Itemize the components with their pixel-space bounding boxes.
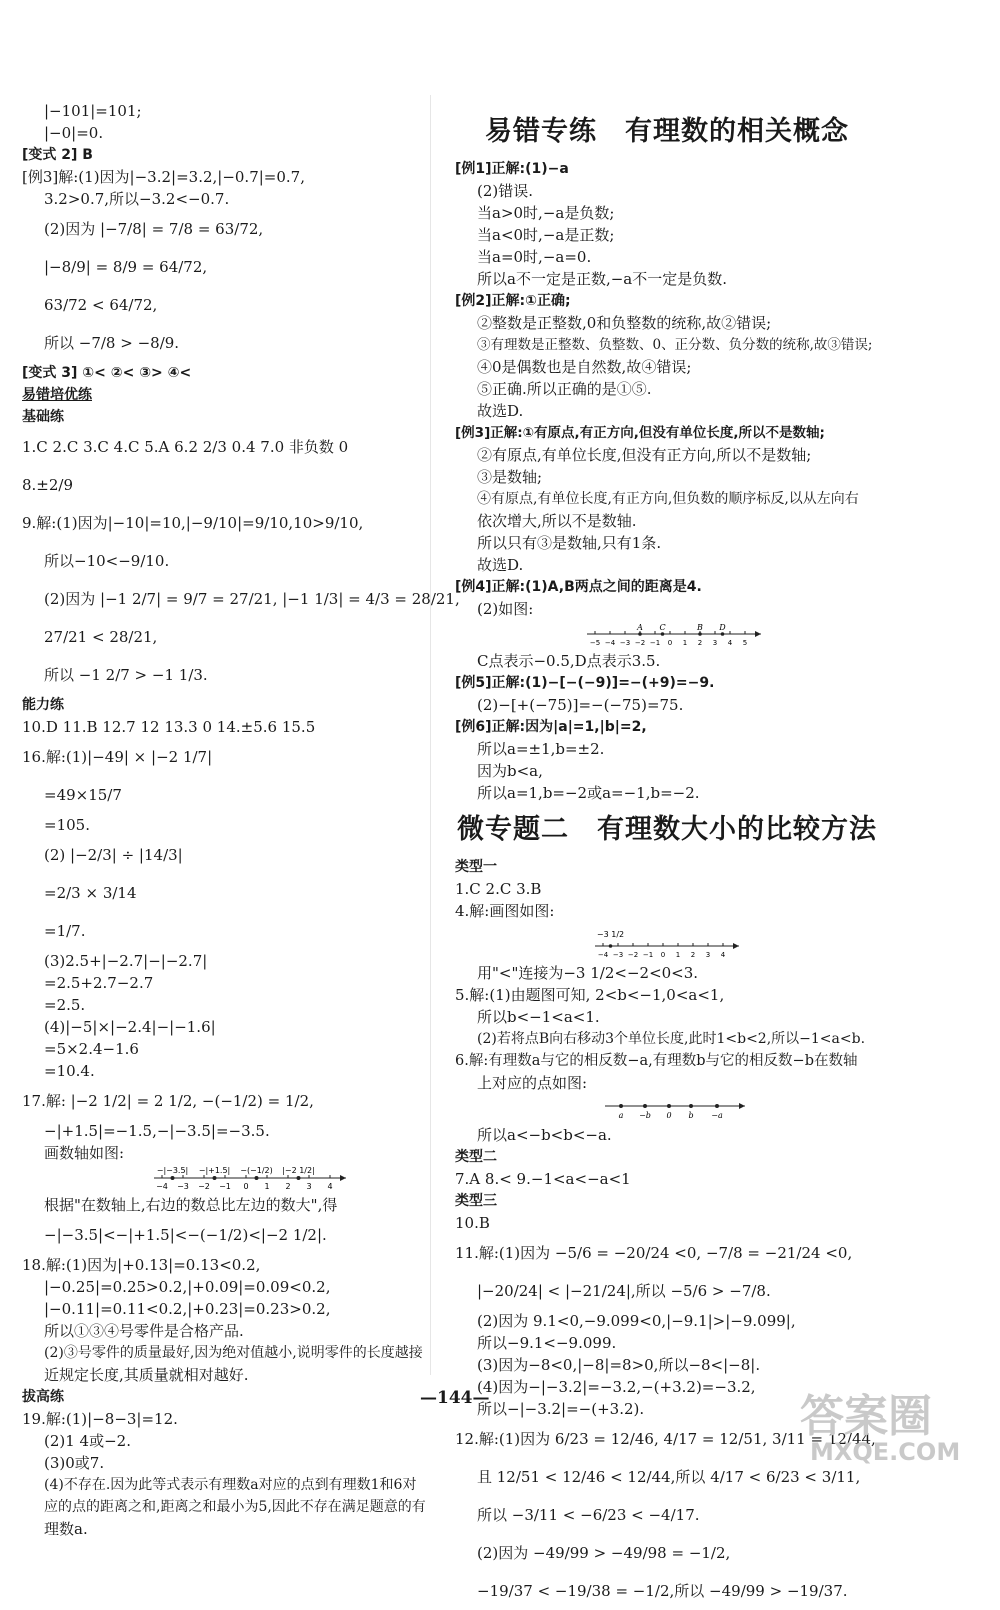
answer-line: 所以 −1 2/7 > −1 1/3.: [44, 666, 208, 684]
answer-line: 当a>0时,−a是负数;: [477, 204, 615, 222]
number-line-q4: [455, 922, 970, 962]
point-label: −|−3.5|: [156, 1166, 189, 1175]
answer-line: 所以 −3/11 < −6/23 < −4/17.: [477, 1506, 700, 1524]
answer-line: 当a=0时,−a=0.: [477, 248, 592, 266]
answer-line: 12.解:(1)因为 6/23 = 12/46, 4/17 = 12/51, 3/11 = 12/44,: [455, 1430, 876, 1448]
point-marker: [171, 1176, 175, 1180]
answer-line: (2)因为 9.1<0,−9.099<0,|−9.1|>|−9.099|,: [477, 1312, 796, 1330]
tick-label: 0: [243, 1182, 249, 1191]
axis-arrow: [739, 1103, 745, 1109]
point-marker: [715, 1104, 719, 1108]
answer-line: 根据"在数轴上,右边的数总比左边的数大",得: [44, 1196, 338, 1214]
answer-line: 所以a=±1,b=±2.: [477, 740, 605, 758]
tick-label: −3: [619, 639, 631, 647]
tick-label: 2: [285, 1182, 291, 1191]
number-line-17: [22, 1164, 442, 1194]
tick-label: 3: [712, 639, 718, 647]
tick-label: 5: [742, 639, 748, 647]
answer-line: (2) |−2/3| ÷ |14/3|: [44, 846, 183, 864]
tick-label: 4: [720, 951, 726, 959]
answer-line: ②有原点,有单位长度,但没有正方向,所以不是数轴;: [477, 446, 812, 464]
point-marker: [643, 1104, 647, 1108]
point-label: 0: [666, 1111, 672, 1120]
axis-arrow: [733, 943, 739, 949]
answer-line: (2)因为 |−7/8| = 7/8 = 63/72,: [44, 220, 264, 238]
tick-label: 4: [727, 639, 733, 647]
answer-line: (3)2.5+|−2.7|−|−2.7|: [44, 952, 208, 970]
answer-line: ④0是偶数也是自然数,故④错误;: [477, 358, 692, 376]
answer-line: |−8/9| = 8/9 = 64/72,: [44, 258, 208, 276]
tick-label: 1: [264, 1182, 270, 1191]
answer-line: 所以只有③是数轴,只有1条.: [477, 534, 662, 552]
answer-line: 1.C 2.C 3.C 4.C 5.A 6.2 2/3 0.4 7.0 非负数 0: [22, 438, 349, 456]
answer-line: −|−3.5|<−|+1.5|<−(−1/2)<|−2 1/2|.: [44, 1226, 327, 1244]
answer-line: 因为b<a,: [477, 762, 543, 780]
answer-line: (3)0或7.: [44, 1454, 105, 1472]
tick-label: 2: [690, 951, 696, 959]
answer-line: (2)如图:: [477, 600, 534, 618]
answer-line: 9.解:(1)因为|−10|=10,|−9/10|=9/10,10>9/10,: [22, 514, 364, 532]
answer-line: |−0.25|=0.25>0.2,|+0.09|=0.09<0.2,: [44, 1278, 331, 1296]
section-heading: 易错培优练: [22, 387, 92, 403]
watermark-url: MXQE.COM: [810, 1438, 961, 1466]
point-label: −3 1/2: [596, 930, 625, 939]
tick-label: 0: [660, 951, 666, 959]
tick-label: −2: [634, 639, 646, 647]
tick-label: −5: [589, 639, 601, 647]
answer-line: =2.5+2.7−2.7: [44, 974, 154, 992]
answer-line: (2)因为 |−1 2/7| = 9/7 = 27/21, |−1 1/3| = 4/3 = 28/21,: [44, 590, 460, 608]
point-label: A: [637, 623, 643, 632]
answer-line: 3.2>0.7,所以−3.2<−0.7.: [44, 190, 230, 208]
answer-line: 所以 −7/8 > −8/9.: [44, 334, 180, 352]
answer-line: =2/3 × 3/14: [44, 884, 137, 902]
answer-line: |−101|=101;: [44, 102, 142, 120]
number-line-ex4: [455, 620, 970, 650]
section-heading: 类型三: [455, 1193, 497, 1209]
section-heading: 类型一: [455, 859, 497, 875]
answer-line: 且 12/51 < 12/46 < 12/44,所以 4/17 < 6/23 < 3/11,: [477, 1468, 861, 1486]
point-label: D: [719, 623, 726, 632]
answer-line: [例3]解:(1)因为|−3.2|=3.2,|−0.7|=0.7,: [22, 168, 305, 186]
answer-line: ③是数轴;: [477, 468, 543, 486]
point-marker: [255, 1176, 259, 1180]
tick-label: 2: [697, 639, 703, 647]
section-label: [变式 2] B: [22, 147, 93, 163]
answer-line: 19.解:(1)|−8−3|=12.: [22, 1410, 178, 1428]
page-number: —144—: [420, 1388, 490, 1408]
answer-line: |−0|=0.: [44, 124, 104, 142]
tick-label: 1: [682, 639, 688, 647]
answer-line: (4)因为−|−3.2|=−3.2,−(+3.2)=−3.2,: [477, 1378, 756, 1396]
tick-label: −4: [597, 951, 609, 959]
tick-label: 3: [705, 951, 711, 959]
answer-line: 所以a<−b<b<−a.: [477, 1126, 612, 1144]
point-label: |−2 1/2|: [282, 1166, 315, 1175]
answer-line: 17.解: |−2 1/2| = 2 1/2, −(−1/2) = 1/2,: [22, 1092, 314, 1110]
answer-line: 故选D.: [477, 556, 524, 574]
answer-line: (2)③号零件的质量最好,因为绝对值越小,说明零件的长度越接: [44, 1345, 423, 1361]
point-label: −a: [711, 1111, 723, 1120]
section-title: 微专题二 有理数大小的比较方法: [457, 814, 877, 845]
point-marker: [667, 1104, 671, 1108]
answer-line: [例5]正解:(1)−[−(−9)]=−(+9)=−9.: [455, 675, 715, 691]
answer-line: 所以①③④号零件是合格产品.: [44, 1322, 244, 1340]
point-marker: [689, 1104, 693, 1108]
point-label: −|+1.5|: [198, 1166, 231, 1175]
answer-line: =49×15/7: [44, 786, 122, 804]
axis-arrow: [755, 631, 761, 637]
point-label: C: [659, 623, 666, 632]
answer-line: 1.C 2.C 3.B: [455, 880, 542, 898]
point-label: −b: [639, 1111, 651, 1120]
tick-label: −1: [219, 1182, 231, 1191]
answer-line: =1/7.: [44, 922, 86, 940]
answer-line: |−20/24| < |−21/24|,所以 −5/6 > −7/8.: [477, 1282, 771, 1300]
answer-line: (2)若将点B向右移动3个单位长度,此时1<b<2,所以−1<a<b.: [477, 1031, 866, 1047]
answer-line: 近规定长度,其质量就相对越好.: [44, 1366, 249, 1384]
answer-line: |−0.11|=0.11<0.2,|+0.23|=0.23>0.2,: [44, 1300, 331, 1318]
answer-line: (3)因为−8<0,|−8|=8>0,所以−8<|−8|.: [477, 1356, 761, 1374]
answer-line: 依次增大,所以不是数轴.: [477, 512, 637, 530]
number-line-q4-svg: [455, 922, 970, 962]
tick-label: −1: [642, 951, 654, 959]
number-line-17-svg: [22, 1164, 442, 1194]
answer-line: ②整数是正整数,0和负整数的统称,故②错误;: [477, 314, 772, 332]
answer-line: 27/21 < 28/21,: [44, 628, 158, 646]
answer-line: (4)不存在.因为此等式表示有理数a对应的点到有理数1和6对: [44, 1477, 417, 1493]
watermark-logo: [780, 1380, 995, 1468]
number-line-q6-svg: [455, 1094, 970, 1124]
number-line-q6: [455, 1094, 970, 1124]
point-marker: [619, 1104, 623, 1108]
tick-label: −4: [156, 1182, 168, 1191]
tick-label: 0: [667, 639, 673, 647]
answer-line: 7.A 8.< 9.−1<a<−a<1: [455, 1170, 631, 1188]
tick-label: 3: [306, 1182, 312, 1191]
answer-line: 当a<0时,−a是正数;: [477, 226, 615, 244]
answer-line: 所以a=1,b=−2或a=−1,b=−2.: [477, 784, 700, 802]
point-marker: [721, 632, 725, 636]
answer-line: 所以−9.1<−9.099.: [477, 1334, 617, 1352]
answer-line: =5×2.4−1.6: [44, 1040, 139, 1058]
answer-line: ④有原点,有单位长度,有正方向,但负数的顺序标反,以从左向右: [477, 491, 859, 507]
answer-line: 63/72 < 64/72,: [44, 296, 158, 314]
point-marker: [297, 1176, 301, 1180]
tick-label: −2: [627, 951, 639, 959]
tick-label: −1: [649, 639, 661, 647]
answer-line: ③有理数是正整数、负整数、0、正分数、负分数的统称,故③错误;: [477, 337, 873, 353]
answer-line: 画数轴如图:: [44, 1144, 125, 1162]
section-label: [变式 3] ①< ②< ③> ④<: [22, 365, 192, 381]
section-heading: 能力练: [22, 697, 64, 713]
point-marker: [698, 632, 702, 636]
tick-label: 4: [327, 1182, 333, 1191]
answer-line: 所以−10<−9/10.: [44, 552, 170, 570]
point-label: a: [618, 1111, 624, 1120]
answer-line: =2.5.: [44, 996, 86, 1014]
section-heading: 基础练: [22, 409, 64, 425]
point-label: B: [697, 623, 703, 632]
answer-line: 10.B: [455, 1214, 490, 1232]
answer-line: −19/37 < −19/38 = −1/2,所以 −49/99 > −19/37.: [477, 1582, 848, 1600]
tick-label: 1: [675, 951, 681, 959]
answer-line: (4)|−5|×|−2.4|−|−1.6|: [44, 1018, 216, 1036]
answer-line: =105.: [44, 816, 90, 834]
answer-line: C点表示−0.5,D点表示3.5.: [477, 652, 661, 670]
answer-line: 8.±2/9: [22, 476, 74, 494]
answer-line: =10.4.: [44, 1062, 95, 1080]
answer-line: 11.解:(1)因为 −5/6 = −20/24 <0, −7/8 = −21/24 <0,: [455, 1244, 853, 1262]
answer-line: −|+1.5|=−1.5,−|−3.5|=−3.5.: [44, 1122, 270, 1140]
point-marker: [638, 632, 642, 636]
section-heading: 拔高练: [22, 1389, 64, 1405]
tick-label: −4: [604, 639, 616, 647]
answer-line: 所以b<−1<a<1.: [477, 1008, 600, 1026]
answer-line: 5.解:(1)由题图可知, 2<b<−1,0<a<1,: [455, 986, 725, 1004]
point-marker: [609, 944, 613, 948]
answer-line: 用"<"连接为−3 1/2<−2<0<3.: [477, 964, 699, 982]
answer-line: [例3]正解:①有原点,有正方向,但没有单位长度,所以不是数轴;: [455, 425, 825, 441]
answer-line: 所以a不一定是正数,−a不一定是负数.: [477, 270, 727, 288]
answer-line: 所以−|−3.2|=−(+3.2).: [477, 1400, 645, 1418]
answer-line: (2)错误.: [477, 182, 534, 200]
axis-arrow: [340, 1175, 346, 1181]
point-marker: [213, 1176, 217, 1180]
number-line-ex4-svg: [455, 620, 970, 650]
tick-label: −3: [177, 1182, 189, 1191]
answer-line: [例4]正解:(1)A,B两点之间的距离是4.: [455, 579, 702, 595]
answer-line: 理数a.: [44, 1520, 88, 1538]
answer-line: 6.解:有理数a与它的相反数−a,有理数b与它的相反数−b在数轴: [455, 1053, 858, 1069]
point-marker: [661, 632, 665, 636]
answer-line: ⑤正确.所以正确的是①⑤.: [477, 380, 652, 398]
answer-line: 应的点的距离之和,距离之和最小为5,因此不存在满足题意的有: [44, 1499, 426, 1515]
section-title: 易错专练 有理数的相关概念: [485, 116, 849, 147]
answer-line: 18.解:(1)因为|+0.13|=0.13<0.2,: [22, 1256, 261, 1274]
answer-line: (2)−[+(−75)]=−(−75)=75.: [477, 696, 684, 714]
answer-line: 16.解:(1)|−49| × |−2 1/7|: [22, 748, 213, 766]
section-heading: 类型二: [455, 1149, 497, 1165]
point-label: b: [688, 1111, 694, 1120]
point-label: −(−1/2): [240, 1166, 273, 1175]
answer-line: [例6]正解:因为|a|=1,|b|=2,: [455, 719, 647, 735]
tick-label: −3: [612, 951, 624, 959]
answer-line: 上对应的点如图:: [477, 1074, 588, 1092]
answer-line: (2)1 4或−2.: [44, 1432, 131, 1450]
tick-label: −2: [198, 1182, 210, 1191]
answer-line: 故选D.: [477, 402, 524, 420]
answer-line: [例1]正解:(1)−a: [455, 161, 569, 177]
answer-line: [例2]正解:①正确;: [455, 293, 571, 309]
answer-line: (2)因为 −49/99 > −49/98 = −1/2,: [477, 1544, 731, 1562]
answer-line: 4.解:画图如图:: [455, 902, 555, 920]
answer-line: 10.D 11.B 12.7 12 13.3 0 14.±5.6 15.5: [22, 718, 316, 736]
watermark-text: 答案圈: [800, 1391, 932, 1442]
